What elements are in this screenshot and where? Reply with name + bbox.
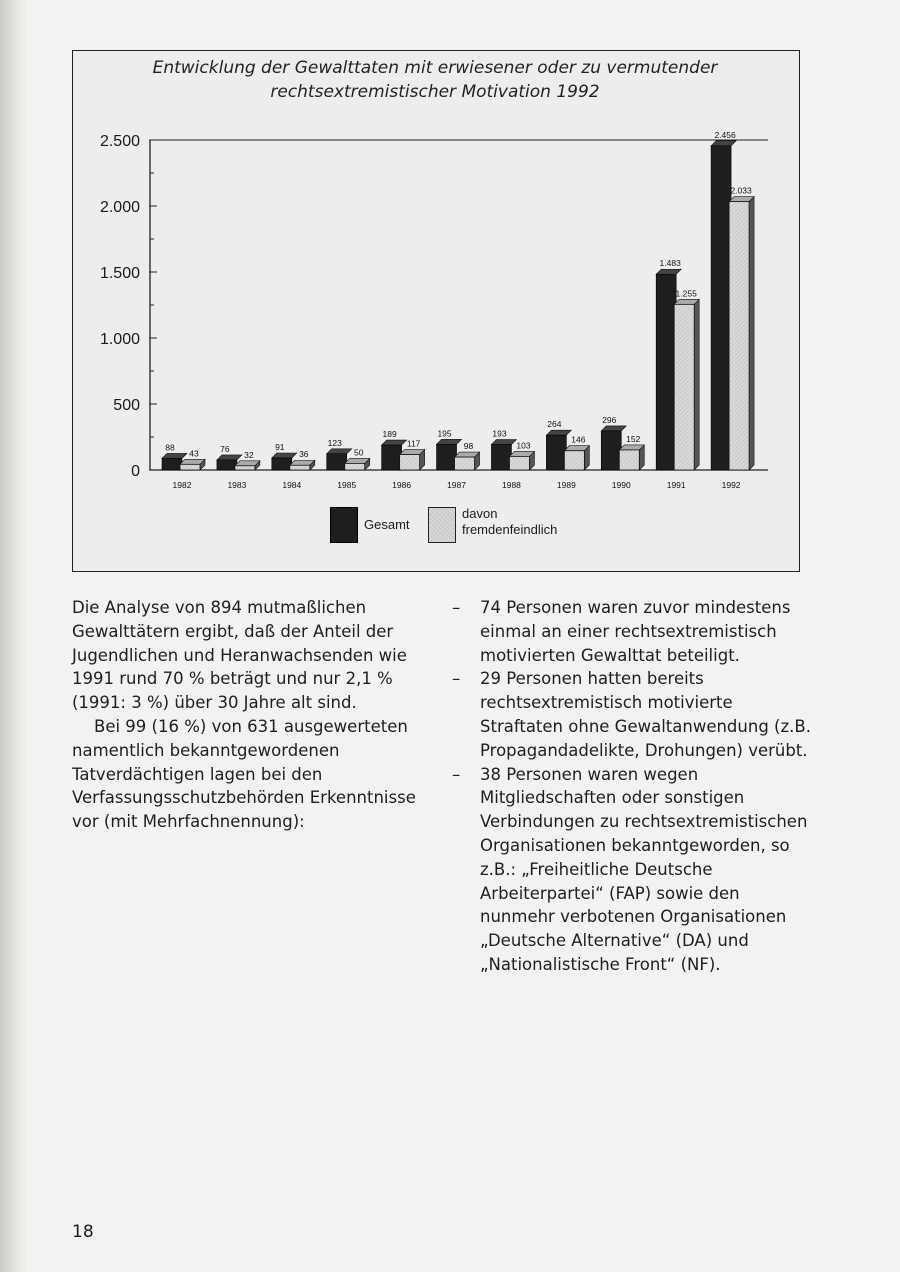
bar-fremdenfeindlich-side	[749, 197, 754, 470]
list-item	[452, 763, 812, 977]
legend-label-gesamt: Gesamt	[364, 517, 410, 532]
list-item	[452, 667, 812, 762]
bar-gesamt-top	[437, 439, 462, 444]
legend-label-line-2: fremdenfeindlich	[462, 522, 558, 537]
data-label-fremdenfeindlich: 2.033	[730, 185, 752, 196]
bar-fremdenfeindlich	[455, 457, 475, 470]
x-tick-label: 1987	[447, 480, 467, 490]
bar-gesamt	[437, 444, 457, 470]
data-label-fremdenfeindlich: 50	[353, 447, 364, 458]
list-item	[452, 596, 812, 667]
bar-gesamt	[711, 146, 731, 470]
bar-gesamt-top	[656, 269, 681, 274]
legend-label-line-1: davon	[462, 506, 498, 521]
bar-fremdenfeindlich	[674, 304, 694, 470]
y-tick-label: 0	[131, 463, 140, 480]
paragraph-analysis: Die Analyse von 894 mutmaßlichen Gewalttätern ergibt, daß der Anteil der Jugendlichen und Heranwachsenden wie 1991 rund 70 % beträgt und nur 2,1 % (1991: 3 %) über 30 Jahre alt sind.	[72, 598, 407, 713]
y-tick-label: 2.500	[99, 133, 140, 150]
bar-fremdenfeindlich	[729, 202, 749, 470]
legend-swatch-fremdenfeindlich	[428, 507, 456, 543]
bar-fremdenfeindlich	[235, 466, 255, 470]
bar-fremdenfeindlich	[345, 463, 365, 470]
bar-gesamt-top	[162, 453, 187, 458]
x-tick-label: 1988	[501, 480, 521, 490]
data-label-fremdenfeindlich: 36	[299, 449, 309, 460]
data-label-gesamt: 193	[492, 428, 507, 439]
x-tick-label: 1990	[611, 480, 631, 490]
y-tick-label: 1.000	[99, 331, 140, 348]
y-tick-label: 500	[113, 397, 140, 414]
data-label-gesamt: 195	[437, 428, 452, 439]
data-label-gesamt: 123	[327, 437, 342, 448]
bar-fremdenfeindlich	[290, 465, 310, 470]
y-tick-label: 1.500	[99, 265, 140, 282]
bar-gesamt-top	[711, 141, 736, 146]
list-dash: –	[452, 669, 461, 689]
bar-gesamt-top	[217, 455, 242, 460]
data-label-gesamt: 296	[602, 414, 617, 425]
data-label-gesamt: 264	[547, 419, 562, 430]
data-label-gesamt: 76	[220, 443, 230, 454]
data-label-fremdenfeindlich: 98	[463, 441, 474, 452]
bar-fremdenfeindlich-side	[694, 299, 699, 470]
data-label-fremdenfeindlich: 146	[571, 434, 586, 445]
list-item-text: 29 Personen hatten bereits rechtsextremistisch motivierte Straftaten ohne Gewaltanwendung (z.B. Propagandadelikte, Drohungen) verübt.	[480, 669, 811, 760]
x-tick-label: 1982	[172, 480, 192, 490]
legend-swatch-gesamt	[330, 507, 358, 543]
legend-label-fremdenfeindlich	[462, 506, 557, 538]
bar-gesamt-top	[491, 440, 516, 445]
x-tick-label: 1984	[282, 480, 302, 490]
data-label-fremdenfeindlich: 43	[189, 448, 199, 459]
bar-gesamt	[491, 445, 511, 470]
paragraph-suspects: Bei 99 (16 %) von 631 ausgewerteten namentlich bekanntgewordenen Tatverdächtigen lagen bei den Verfassungsschutzbehörden Erkenntnisse vor (mit Mehrfachnennung):	[72, 716, 416, 832]
data-label-fremdenfeindlich: 1.255	[675, 288, 697, 299]
data-label-gesamt: 2.456	[714, 129, 736, 140]
bar-gesamt	[162, 458, 182, 470]
bar-fremdenfeindlich	[509, 456, 529, 470]
data-label-fremdenfeindlich: 152	[626, 433, 641, 444]
data-label-gesamt: 91	[275, 441, 285, 452]
chart-title-line-1: Entwicklung der Gewalttaten mit erwiesener oder zu vermutender	[152, 58, 718, 78]
bar-gesamt-top	[272, 453, 297, 458]
x-tick-label: 1983	[227, 480, 247, 490]
left-text-column	[72, 596, 432, 834]
bar-fremdenfeindlich	[564, 451, 584, 470]
x-tick-label: 1992	[721, 480, 741, 490]
data-label-gesamt: 189	[382, 429, 397, 440]
chart-legend	[330, 504, 590, 550]
bar-fremdenfeindlich	[619, 450, 639, 470]
bar-gesamt	[272, 458, 292, 470]
list-item-text: 38 Personen waren wegen Mitgliedschaften oder sonstigen Verbindungen zu rechtsextremistischen Organisationen bekanntgeworden, so z.B.: „Freiheitliche Deutsche Arbeiterpartei“ (FAP) sowie den nunmehr verbotenen Organisationen „Deutsche Alternative“ (DA) und „Nationalistische Front“ (NF).	[480, 764, 808, 974]
bar-gesamt	[217, 460, 237, 470]
bar-gesamt	[656, 274, 676, 470]
bar-gesamt-top	[382, 440, 407, 445]
bar-gesamt	[382, 445, 402, 470]
x-tick-label: 1986	[392, 480, 412, 490]
list-item-text: 74 Personen waren zuvor mindestens einmal an einer rechtsextremistisch motivierten Gewalttat beteiligt.	[480, 598, 791, 665]
bar-gesamt	[546, 435, 566, 470]
data-label-gesamt: 1.483	[659, 258, 681, 269]
x-tick-label: 1989	[556, 480, 576, 490]
list-dash: –	[452, 764, 461, 784]
data-label-gesamt: 88	[165, 442, 175, 453]
bar-gesamt-top	[327, 449, 352, 454]
data-label-fremdenfeindlich: 32	[244, 449, 254, 460]
right-text-column	[452, 596, 812, 977]
bar-fremdenfeindlich	[180, 464, 200, 470]
x-tick-label: 1985	[337, 480, 357, 490]
y-tick-label: 2.000	[99, 199, 140, 216]
bar-gesamt	[601, 431, 621, 470]
chart-title-line-2: rechtsextremistischer Motivation 1992	[270, 82, 600, 102]
data-label-fremdenfeindlich: 117	[406, 438, 421, 449]
list-dash: –	[452, 598, 461, 617]
data-label-fremdenfeindlich: 103	[516, 440, 531, 451]
bar-gesamt	[327, 454, 347, 470]
bar-gesamt-top	[601, 426, 626, 431]
bar-gesamt-top	[546, 430, 571, 435]
bar-fremdenfeindlich	[400, 455, 420, 470]
x-tick-label: 1991	[666, 480, 686, 490]
page-number: 18	[72, 1222, 94, 1242]
